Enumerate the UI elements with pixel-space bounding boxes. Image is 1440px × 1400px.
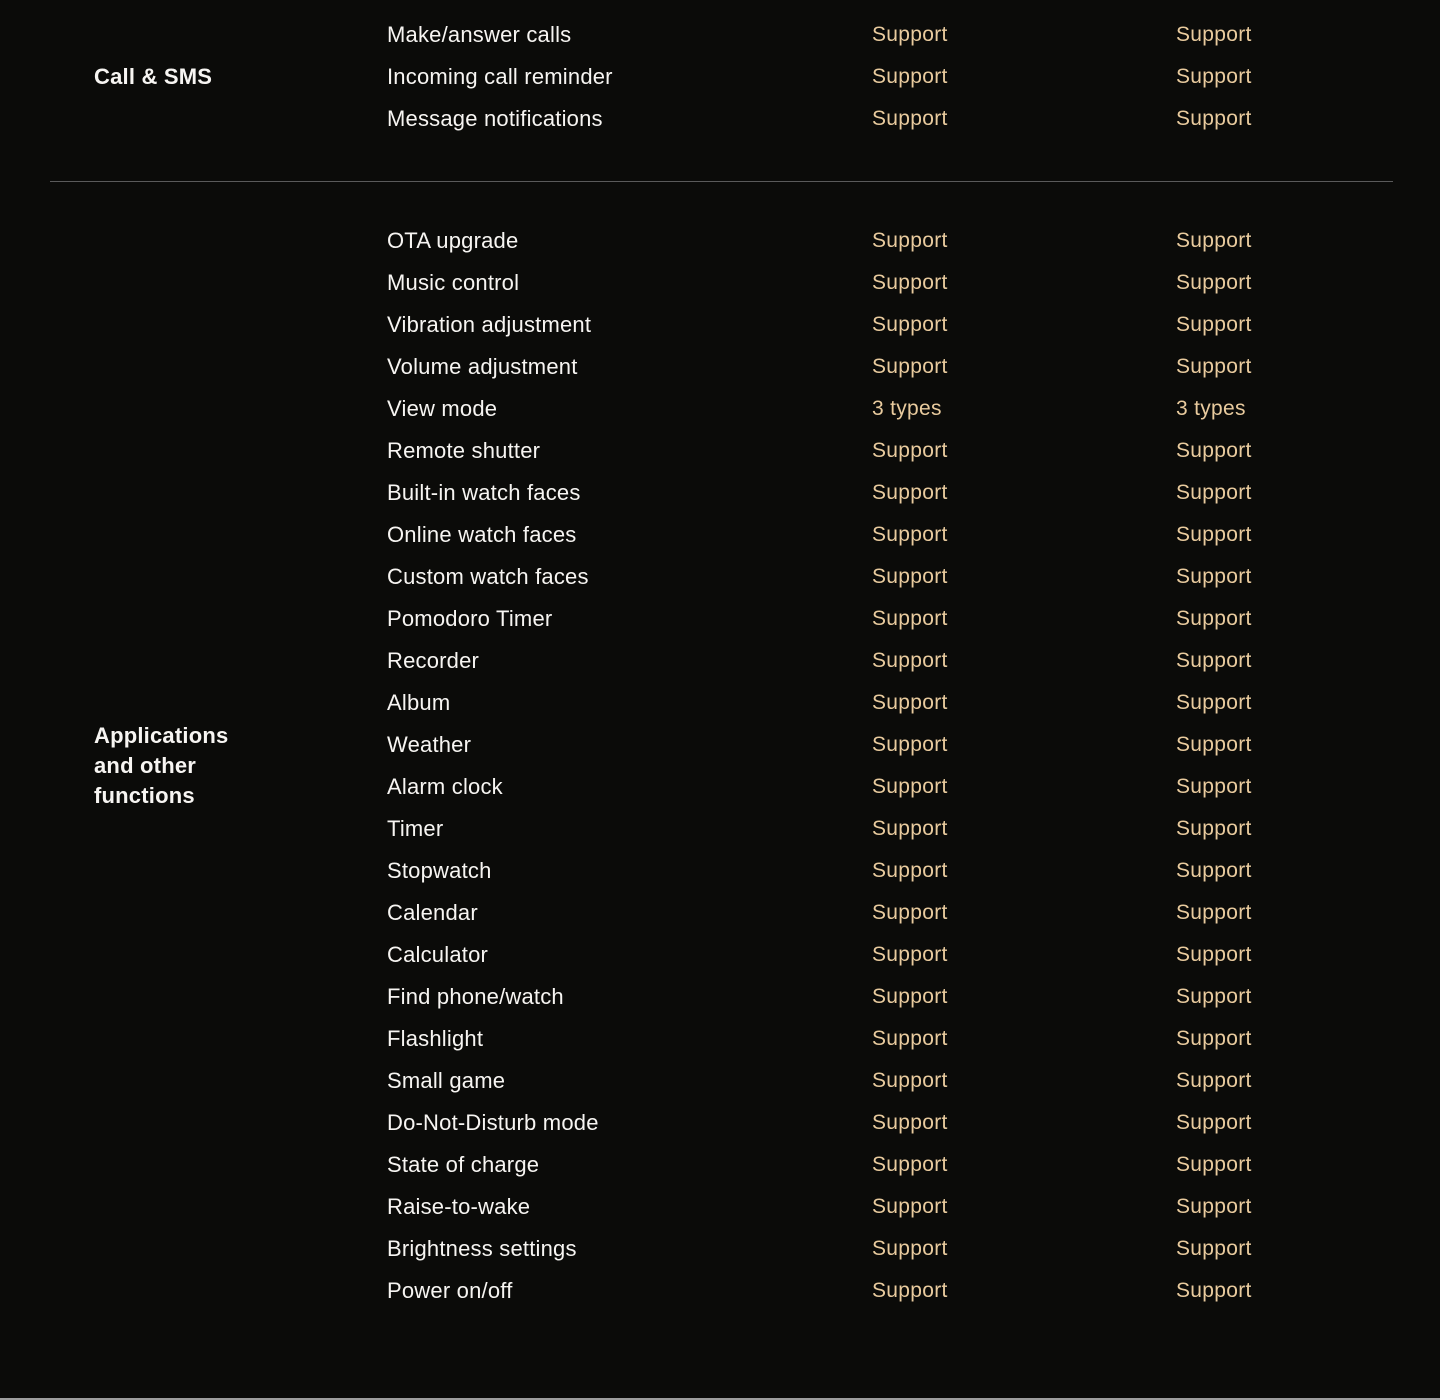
product1-support-value: Support — [872, 859, 948, 882]
feature-row — [387, 850, 1440, 892]
product1-support-value: 3 types — [872, 397, 942, 420]
product2-support-value: Support — [1176, 943, 1252, 966]
feature-label: Stopwatch — [387, 858, 492, 883]
feature-row — [387, 514, 1440, 556]
feature-row — [387, 556, 1440, 598]
rows-applications — [387, 220, 1440, 1312]
category-label-applications: Applications and other functions — [94, 723, 229, 808]
feature-row — [387, 472, 1440, 514]
feature-row — [387, 976, 1440, 1018]
feature-row — [387, 1186, 1440, 1228]
feature-row — [387, 98, 1440, 140]
feature-row — [387, 766, 1440, 808]
feature-row — [387, 388, 1440, 430]
feature-label: Custom watch faces — [387, 564, 589, 589]
feature-label: Flashlight — [387, 1026, 484, 1051]
feature-label: Remote shutter — [387, 438, 541, 463]
feature-label: View mode — [387, 396, 498, 421]
feature-row — [387, 724, 1440, 766]
feature-label: Weather — [387, 732, 472, 757]
feature-label: Calendar — [387, 900, 478, 925]
feature-label: Online watch faces — [387, 522, 577, 547]
product2-support-value: Support — [1176, 1069, 1252, 1092]
product1-support-value: Support — [872, 607, 948, 630]
feature-label: Small game — [387, 1068, 506, 1093]
feature-label: Message notifications — [387, 106, 603, 131]
product2-support-value: Support — [1176, 565, 1252, 588]
product2-support-value: Support — [1176, 1153, 1252, 1176]
feature-row — [387, 346, 1440, 388]
product1-support-value: Support — [872, 985, 948, 1008]
section-applications — [0, 182, 1440, 1312]
product1-support-value: Support — [872, 355, 948, 378]
product1-support-value: Support — [872, 65, 948, 88]
feature-label: Calculator — [387, 942, 489, 967]
feature-row — [387, 682, 1440, 724]
feature-label: Pomodoro Timer — [387, 606, 553, 631]
product2-support-value: Support — [1176, 985, 1252, 1008]
feature-row — [387, 220, 1440, 262]
feature-label: Alarm clock — [387, 774, 503, 799]
product2-support-value: Support — [1176, 901, 1252, 924]
section-call-sms — [0, 0, 1440, 140]
feature-row — [387, 808, 1440, 850]
product1-support-value: Support — [872, 733, 948, 756]
product2-support-value: 3 types — [1176, 397, 1246, 420]
product1-support-value: Support — [872, 817, 948, 840]
product2-support-value: Support — [1176, 107, 1252, 130]
category-cell — [0, 721, 387, 811]
rows-call-sms — [387, 14, 1440, 140]
feature-label: Make/answer calls — [387, 22, 572, 47]
feature-row — [387, 14, 1440, 56]
feature-row — [387, 304, 1440, 346]
feature-label: Timer — [387, 816, 444, 841]
feature-row — [387, 640, 1440, 682]
product1-support-value: Support — [872, 1069, 948, 1092]
feature-row — [387, 1228, 1440, 1270]
feature-label: Music control — [387, 270, 520, 295]
feature-label: OTA upgrade — [387, 228, 519, 253]
feature-label: Brightness settings — [387, 1236, 577, 1261]
product1-support-value: Support — [872, 1237, 948, 1260]
product2-support-value: Support — [1176, 65, 1252, 88]
product2-support-value: Support — [1176, 733, 1252, 756]
feature-row — [387, 262, 1440, 304]
product1-support-value: Support — [872, 1153, 948, 1176]
product1-support-value: Support — [872, 943, 948, 966]
product1-support-value: Support — [872, 1195, 948, 1218]
product1-support-value: Support — [872, 1027, 948, 1050]
feature-label: Built-in watch faces — [387, 480, 581, 505]
product2-support-value: Support — [1176, 481, 1252, 504]
product2-support-value: Support — [1176, 859, 1252, 882]
feature-row — [387, 1270, 1440, 1312]
product1-support-value: Support — [872, 439, 948, 462]
feature-label: Power on/off — [387, 1278, 513, 1303]
product1-support-value: Support — [872, 23, 948, 46]
category-label-call-sms: Call & SMS — [94, 64, 213, 89]
product2-support-value: Support — [1176, 313, 1252, 336]
category-cell — [0, 62, 387, 92]
product2-support-value: Support — [1176, 1027, 1252, 1050]
product1-support-value: Support — [872, 691, 948, 714]
product2-support-value: Support — [1176, 817, 1252, 840]
product2-support-value: Support — [1176, 523, 1252, 546]
feature-label: State of charge — [387, 1152, 540, 1177]
product2-support-value: Support — [1176, 271, 1252, 294]
feature-row — [387, 1144, 1440, 1186]
feature-label: Raise-to-wake — [387, 1194, 531, 1219]
product1-support-value: Support — [872, 229, 948, 252]
feature-row — [387, 1102, 1440, 1144]
feature-row — [387, 1060, 1440, 1102]
product2-support-value: Support — [1176, 649, 1252, 672]
feature-row — [387, 430, 1440, 472]
product2-support-value: Support — [1176, 775, 1252, 798]
product2-support-value: Support — [1176, 1195, 1252, 1218]
product1-support-value: Support — [872, 271, 948, 294]
product1-support-value: Support — [872, 523, 948, 546]
feature-label: Incoming call reminder — [387, 64, 613, 89]
product1-support-value: Support — [872, 481, 948, 504]
feature-row — [387, 598, 1440, 640]
product2-support-value: Support — [1176, 355, 1252, 378]
feature-label: Do-Not-Disturb mode — [387, 1110, 599, 1135]
product2-support-value: Support — [1176, 607, 1252, 630]
product1-support-value: Support — [872, 649, 948, 672]
feature-row — [387, 56, 1440, 98]
feature-label: Vibration adjustment — [387, 312, 592, 337]
product1-support-value: Support — [872, 565, 948, 588]
product2-support-value: Support — [1176, 1111, 1252, 1134]
product1-support-value: Support — [872, 1111, 948, 1134]
feature-row — [387, 1018, 1440, 1060]
product2-support-value: Support — [1176, 229, 1252, 252]
feature-row — [387, 892, 1440, 934]
product2-support-value: Support — [1176, 1279, 1252, 1302]
feature-label: Album — [387, 690, 451, 715]
feature-label: Volume adjustment — [387, 354, 578, 379]
product1-support-value: Support — [872, 901, 948, 924]
feature-label: Find phone/watch — [387, 984, 564, 1009]
product2-support-value: Support — [1176, 439, 1252, 462]
product1-support-value: Support — [872, 775, 948, 798]
product2-support-value: Support — [1176, 23, 1252, 46]
product1-support-value: Support — [872, 1279, 948, 1302]
product1-support-value: Support — [872, 313, 948, 336]
feature-row — [387, 934, 1440, 976]
feature-label: Recorder — [387, 648, 480, 673]
product1-support-value: Support — [872, 107, 948, 130]
product2-support-value: Support — [1176, 1237, 1252, 1260]
product2-support-value: Support — [1176, 691, 1252, 714]
